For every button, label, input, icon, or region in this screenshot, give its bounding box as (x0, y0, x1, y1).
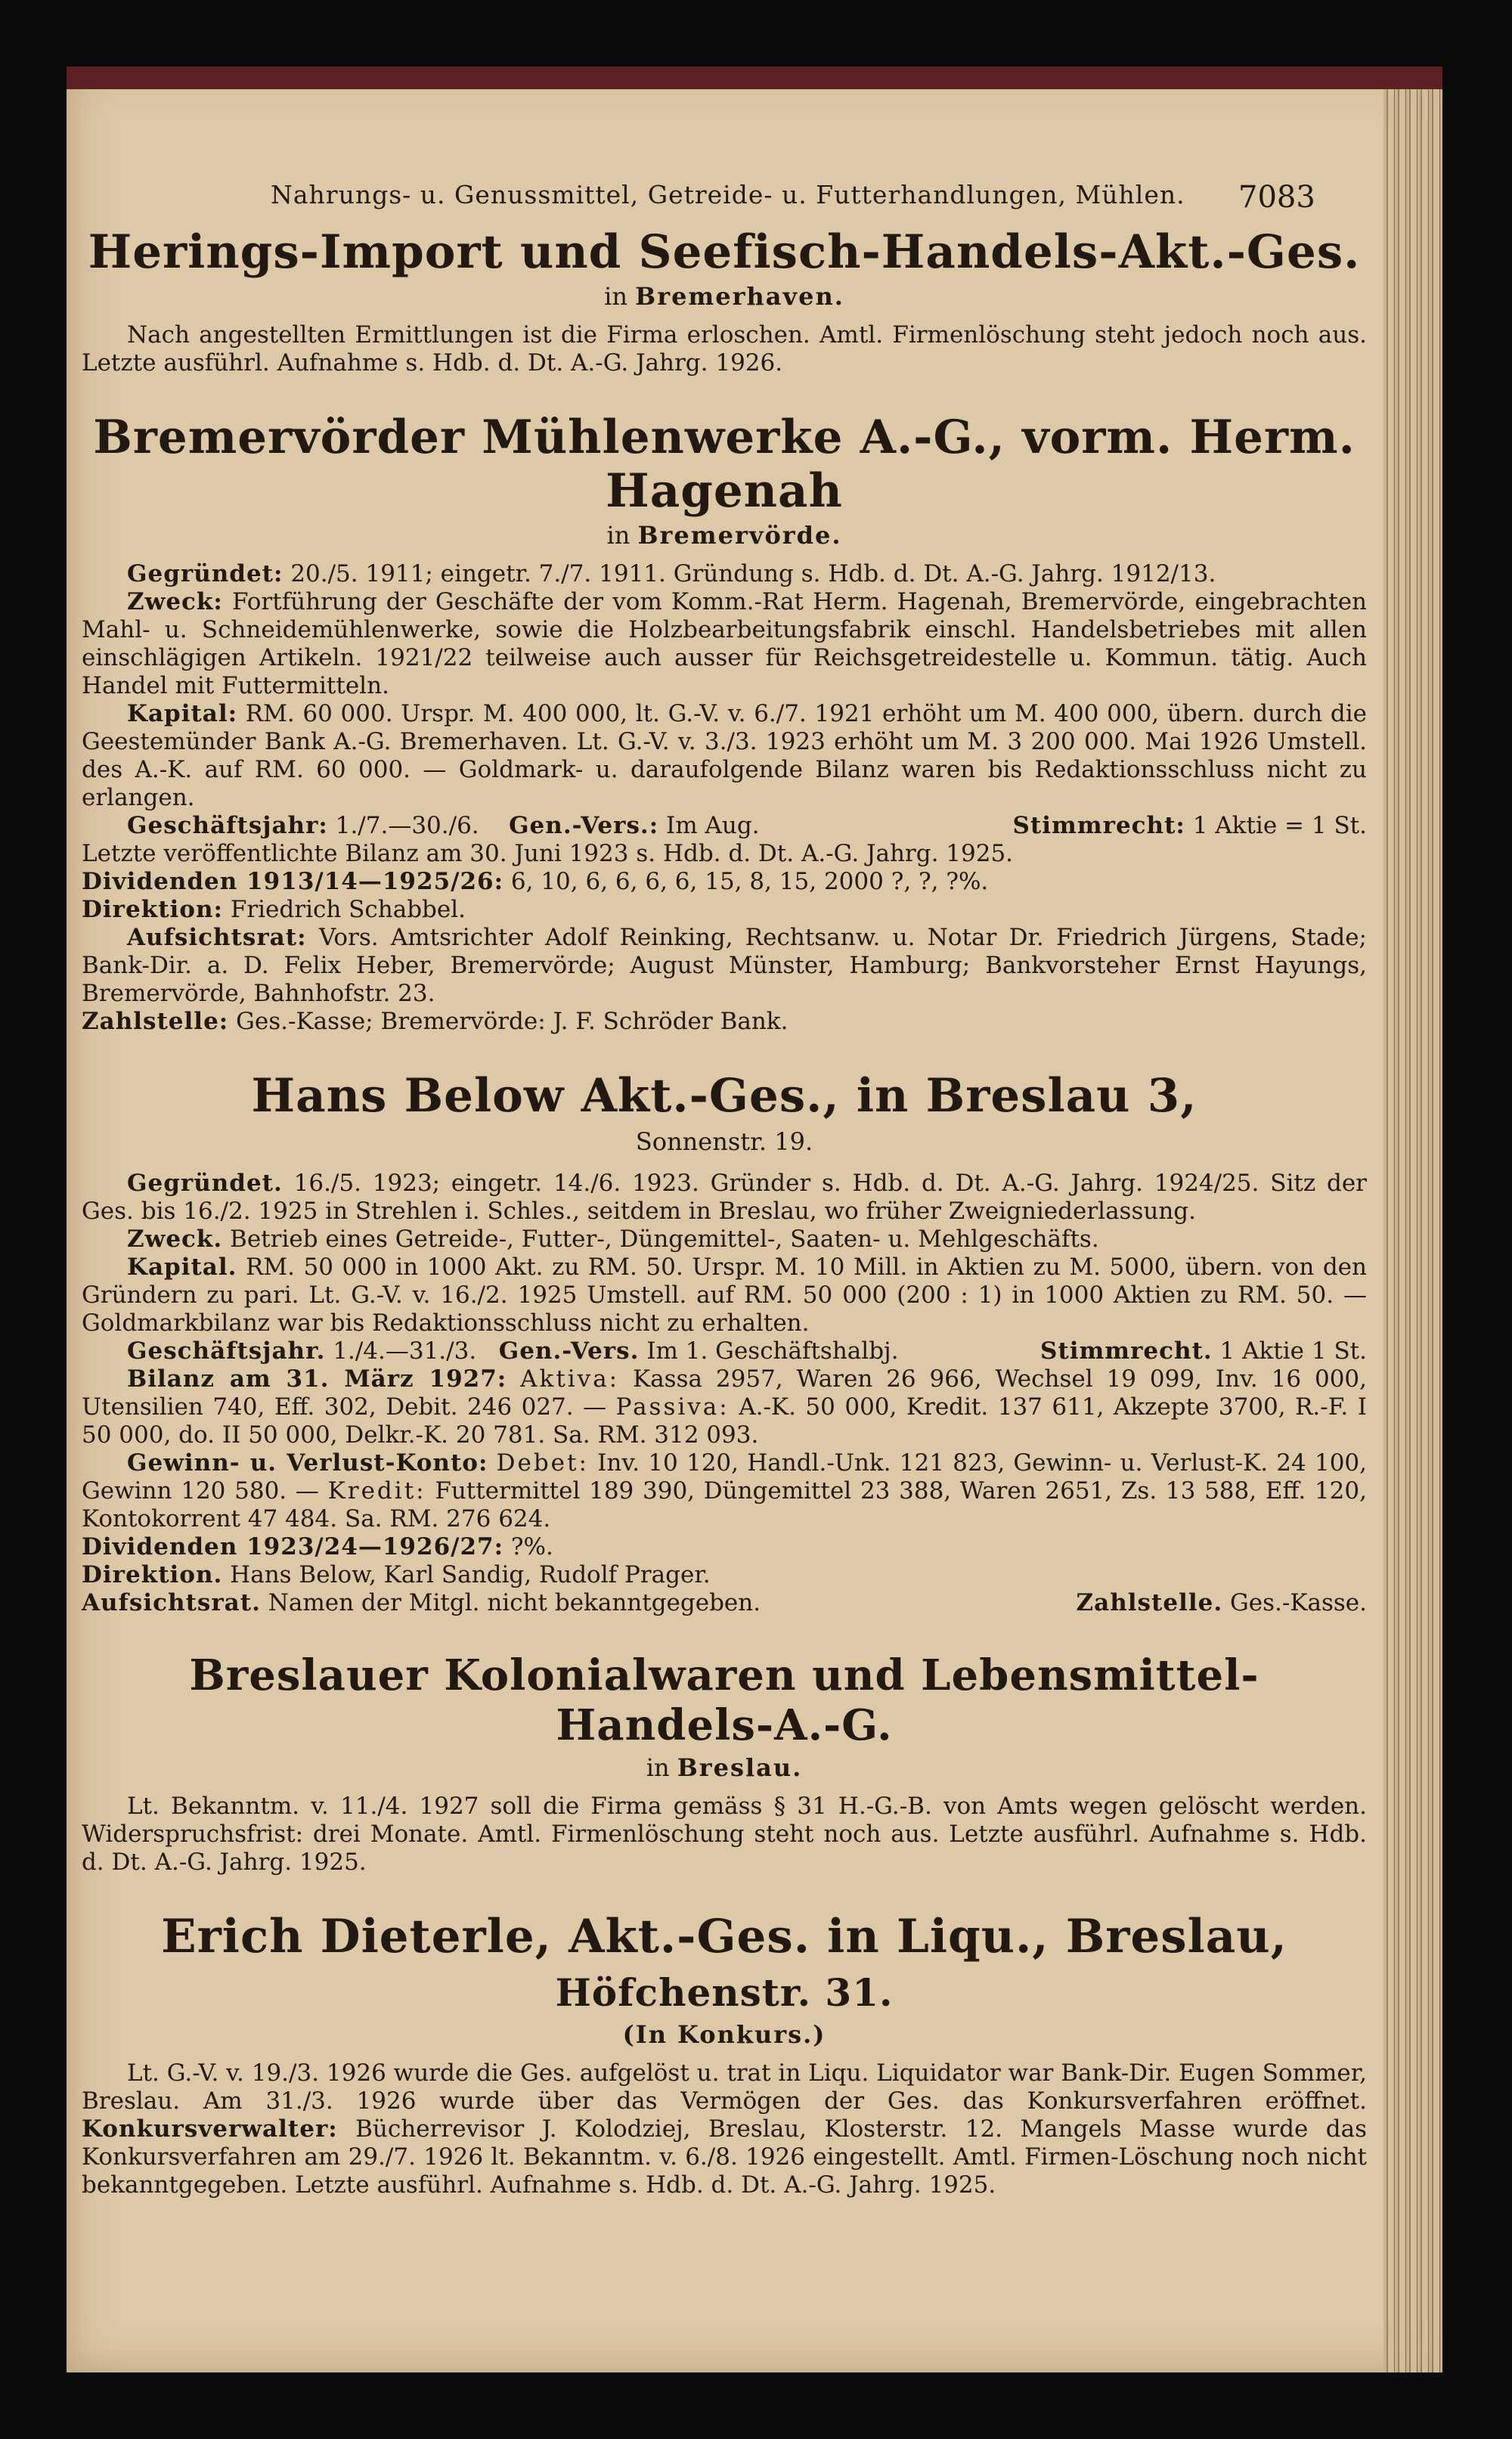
book-page (67, 67, 1442, 2372)
entry-text: Nach angestellten Ermittlungen ist die Firma erloschen. Amtl. Firmenlöschung steht jedoch noch aus. Letzte ausführl. Aufnahme s. Hdb. d. Dt. A.-G. Jahrg. 1926. (82, 321, 1367, 377)
entry-bremervoerder-muehlenwerke (82, 411, 1367, 1036)
running-header (82, 180, 1367, 225)
field-bilanz: Bilanz am 31. März 1927: Aktiva: Kassa 2957, Waren 26 966, Wechsel 19 099, Inv. 16 000, Utensilien 740, Eff. 302, Debit. 246 027. — Passiva: A.-K. 50 000, Kredit. 137 611, Akzepte 3700, R.-F. I 50 000, do. II 50 000, Delkr.-K. 20 781. Sa. RM. 312 093. (82, 1365, 1368, 1449)
entry-location: in Bremervörde. (606, 521, 842, 550)
field-kapital: Kapital: RM. 60 000. Urspr. M. 400 000, lt. G.-V. v. 6./7. 1921 erhöht um M. 400 000, übern. durch die Geestemünder Bank A.-G. Bremerhaven. Lt. G.-V. v. 3./3. 1923 erhöht um M. 3 200 000. Mai 1926 Umstell. des A.-K. auf RM. 60 000. — Goldmark- u. daraufolgende Bilanz waren bis Redaktionsschluss nicht zu erlangen. (82, 700, 1367, 811)
field-gewinn-verlust: Gewinn- u. Verlust-Konto: Debet: Inv. 10 120, Handl.-Unk. 121 823, Gewinn- u. Verlust-K. 24 100, Gewinn 120 580. — Kredit: Futtermittel 189 390, Düngemittel 23 388, Waren 2651, Zs. 13 588, Eff. 120, Kontokorrent 47 484. Sa. RM. 276 624. (82, 1449, 1367, 1533)
field-zweck: Zweck: Fortführung der Geschäfte der vom Komm.-Rat Herm. Hagenah, Bremervörde, eingebrachten Mahl- u. Schneidemühlenwerke, sowie die Holzbearbeitungsfabrik einschl. Handelsbetriebes mit allen einschlägigen Artikeln. 1921/22 teilweise auch ausser für Reichsgetreidestelle u. Kommun. tätig. Auch Handel mit Futtermitteln. (82, 588, 1368, 699)
field-geschaeftsjahr: Geschäftsjahr: 1./7.—30./6. Gen.-Vers.: Im Aug. Stimmrecht: 1 Aktie = 1 St. (127, 812, 1367, 839)
entry-title: Bremervörder Mühlenwerke A.-G., vorm. Herm. Hagenah (93, 411, 1356, 518)
entry-location: in Breslau. (646, 1753, 803, 1782)
entry-title: Breslauer Kolonialwaren und Lebensmittel-Handels-A.-G. (189, 1650, 1259, 1750)
field-dividenden: Dividenden 1913/14—1925/26: 6, 10, 6, 6, 6, 6, 15, 8, 15, 2000 ?, ?, ?%. (82, 868, 989, 895)
entry-location: in Bremerhaven. (604, 282, 844, 311)
book-cover-edge (67, 67, 1442, 89)
entry-text: Lt. Bekanntm. v. 11./4. 1927 soll die Firma gemäss § 31 H.-G.-B. von Amts wegen gelöscht werden. Widerspruchsfrist: drei Monate. Amtl. Firmenlöschung steht noch aus. Letzte ausführl. Aufnahme s. Hdb. d. Dt. A.-G. Jahrg. 1925. (82, 1793, 1367, 1876)
entry-text: Lt. G.-V. v. 19./3. 1926 wurde die Ges. aufgelöst u. trat in Liqu. Liquidator war Bank-Dir. Eugen Sommer, Breslau. Am 31./3. 1926 wurde über das Vermögen der Ges. das Konkursverfahren eröffnet. Konkursverwalter: Bücherrevisor J. Kolodziej, Breslau, Klosterstr. 12. Mangels Masse wurde das Konkursverfahren am 29./7. 1926 lt. Bekanntm. v. 6./8. 1926 eingestellt. Amtl. Firmen-Löschung noch nicht bekanntgegeben. Letzte ausführl. Aufnahme s. Hdb. d. Dt. A.-G. Jahrg. 1925. (82, 2059, 1368, 2199)
field-gegruendet: Gegründet: 20./5. 1911; eingetr. 7./7. 1911. Gründung s. Hdb. d. Dt. A.-G. Jahrg. 1912/13. (127, 560, 1216, 587)
field-kapital: Kapital. RM. 50 000 in 1000 Akt. zu RM. 50. Urspr. M. 10 Mill. in Aktien zu M. 5000, übern. von den Gründern zu pari. Lt. G.-V. v. 16./2. 1925 Umstell. auf RM. 50 000 (200 : 1) in 1000 Aktien zu RM. 50. — Goldmarkbilanz war bis Redaktionsschluss nicht zu erhalten. (82, 1254, 1367, 1337)
entry-title: Erich Dieterle, Akt.-Ges. in Liqu., Breslau, Höfchenstr. 31. (161, 1910, 1287, 2015)
entry-breslauer-kolonialwaren (82, 1650, 1367, 1877)
field-aufsichtsrat: Aufsichtsrat: Vors. Amtsrichter Adolf Reinking, Rechtsanw. u. Notar Dr. Friedrich Jürgens, Stade; Bank-Dir. a. D. Felix Heber, Bremervörde; August Münster, Hamburg; Bankvorsteher Ernst Hayungs, Bremervörde, Bahnhofstr. 23. (82, 924, 1367, 1007)
field-zweck: Zweck. Betrieb eines Getreide-, Futter-, Düngemittel-, Saaten- u. Mehlgeschäfts. (127, 1226, 1099, 1253)
field-bilanz: Letzte veröffentlichte Bilanz am 30. Juni 1923 s. Hdb. d. Dt. A.-G. Jahrg. 1925. (82, 840, 1014, 867)
page-number: 7083 (1238, 180, 1315, 215)
page-edge-stack (1383, 89, 1442, 2372)
entry-hans-below (82, 1069, 1367, 1617)
field-dividenden: Dividenden 1923/24—1926/27: ?%. (82, 1533, 553, 1560)
text-column (82, 97, 1367, 2199)
entry-herings-import (82, 225, 1367, 377)
entry-status: (In Konkurs.) (622, 2020, 826, 2049)
field-direktion: Direktion. Hans Below, Karl Sandig, Rudolf Prager. (82, 1561, 711, 1588)
entry-erich-dieterle (82, 1910, 1367, 2199)
field-geschaeftsjahr: Geschäftsjahr. 1./4.—31./3. Gen.-Vers. Im 1. Geschäftshalbj. Stimmrecht. 1 Aktie 1 St. (127, 1337, 1367, 1365)
field-aufsichtsrat: Aufsichtsrat. Namen der Mitgl. nicht bekanntgegeben. Zahlstelle. Ges.-Kasse. (82, 1589, 1367, 1616)
field-direktion: Direktion: Friedrich Schabbel. (82, 896, 466, 923)
entry-title: Herings-Import und Seefisch-Handels-Akt.-Ges. (88, 225, 1361, 279)
field-zahlstelle: Zahlstelle: Ges.-Kasse; Bremervörde: J. F. Schröder Bank. (82, 1008, 789, 1035)
running-head-text: Nahrungs- u. Genussmittel, Getreide- u. Futterhandlungen, Mühlen. (271, 180, 1185, 209)
field-gegruendet: Gegründet. 16./5. 1923; eingetr. 14./6. 1923. Gründer s. Hdb. d. Dt. A.-G. Jahrg. 1924/25. Sitz der Ges. bis 16./2. 1925 in Strehlen i. Schles., seitdem in Breslau, wo früher Zweigniederlassung. (82, 1170, 1367, 1225)
entry-address: Sonnenstr. 19. (635, 1127, 813, 1156)
entry-title: Hans Below Akt.-Ges., in Breslau 3, (251, 1069, 1198, 1123)
